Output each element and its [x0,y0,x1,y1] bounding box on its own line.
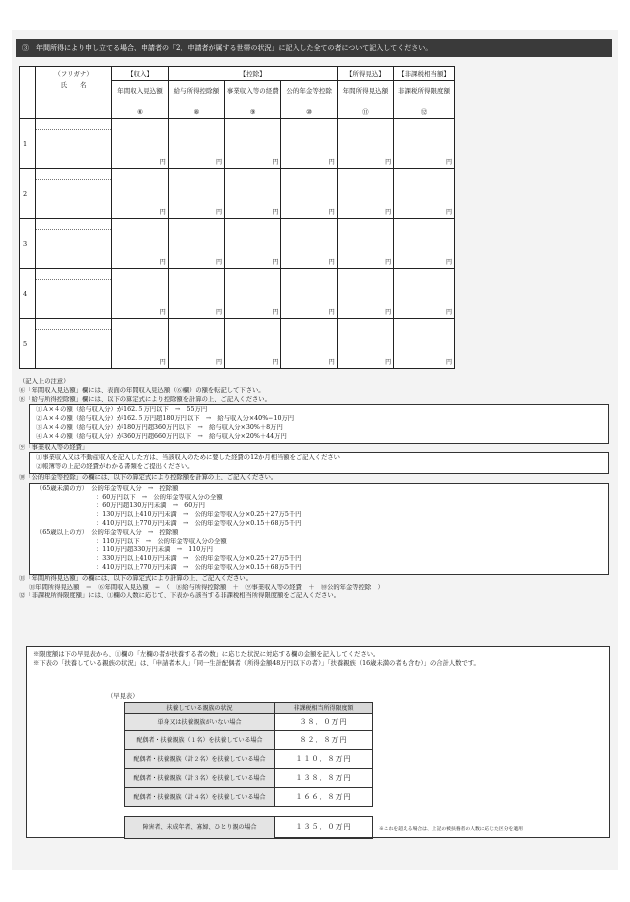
deduction-group-header: 【控除】 [168,67,337,81]
col-header-nontax-limit: 非課税所得限度額 ⑫ [394,81,455,119]
row-number: 2 [20,169,36,219]
amount-cell[interactable]: 円 [394,169,455,219]
amount-cell[interactable]: 円 [168,219,224,269]
pension-rule: ：60万円超130万円未満 → 60万円 [96,502,205,510]
amount-cell[interactable]: 円 [112,319,168,369]
expected-group-header: 【所得見込】 [337,67,393,81]
status-label: 配偶者・扶養親族（計２名）を扶養している場合 [125,750,275,769]
name-field[interactable] [35,269,112,319]
table-row [20,119,455,169]
header-limit: 非課税相当所得限度額 [275,703,373,714]
note-11-formula: ⑪年間所得見込額 ＝ ⑥年間収入見込額 − （ ⑧給与所得控除額 ＋ ⑨事業収入等の経費 ＋ ⑩公的年金等控除 ） [29,583,384,591]
furigana-field[interactable] [36,269,112,280]
amount-cell[interactable]: 円 [337,119,393,169]
income-group-header: 【収入】 [112,67,168,81]
col-header-expected-income: 年間所得見込額 ⑪ [337,81,393,119]
limit-amount: ８２．８万円 [275,731,373,750]
note-8-item: ②Ａ×４の額（給与収入分）が162.５万円超180万円以下 → 給与収入分×40%−10万円 [36,415,295,423]
col-header-annual-income: 年間収入見込額 ⑥ [112,81,168,119]
furigana-field[interactable] [36,319,112,330]
pension-over65-heading: （65歳以上の方） 公的年金等収入分 → 控除額 [36,528,179,536]
name-field[interactable] [35,219,112,269]
header-status: 扶養している親族の状況 [125,703,275,714]
note-11: ⑪「年間所得見込額」の欄には、以下の算定式により計算の上、ご記入ください。 [19,574,252,582]
special-table [124,816,373,839]
table-row [125,769,373,788]
amount-cell[interactable]: 円 [225,319,281,369]
amount-cell[interactable]: 円 [281,219,337,269]
table-row [125,731,373,750]
table-row [20,269,455,319]
row-number: 4 [20,269,36,319]
status-label: 単身又は扶養親族がいない場合 [125,714,275,731]
special-remark: ※これを超える場合は、上記の被扶養者の人数に応じた区分を適用 [379,827,523,832]
note-9-item: ①事業収入又は不動産収入を記入した方は、当該収入のために要した経費の12か月相当額をご記入ください [36,454,340,462]
name-header [35,67,112,119]
pension-rule: ：60万円以下 → 公的年金等収入分の全額 [96,493,223,501]
pension-rule: ：110万円超330万円未満 → 110万円 [96,546,213,554]
pension-rule: ：130万円以上410万円未満 → 公的年金等収入分×0.25＋27万5千円 [96,511,302,519]
table-row [20,169,455,219]
row-number: 5 [20,319,36,369]
amount-cell[interactable]: 円 [112,169,168,219]
col-header-business-expenses: 事業収入等の経費 ⑨ [225,81,281,119]
row-number: 3 [20,219,36,269]
status-label: 配偶者・扶養親族（１名）を扶養している場合 [125,731,275,750]
note-8-item: ③Ａ×４の額（給与収入分）が180万円超360万円以下 → 給与収入分×30%＋8万円 [36,423,283,431]
table-row [20,219,455,269]
note-8-item: ④Ａ×４の額（給与収入分）が360万円超660万円以下 → 給与収入分×20%＋44万円 [36,432,287,440]
col-header-pension-deduction: 公的年金等控除 ⑩ [281,81,337,119]
special-label: 障害者、未成年者、寡婦、ひとり親の場合 [125,817,275,839]
name-field[interactable] [35,119,112,169]
amount-cell[interactable]: 円 [168,119,224,169]
amount-cell[interactable]: 円 [337,319,393,369]
furigana-field[interactable] [36,219,112,230]
note-9-item: ②帳簿等の上記の経費がわかる書類をご提出ください。 [36,463,194,471]
limit-amount: １１０．８万円 [275,750,373,769]
section-banner: ③ 年間所得により申し立てる場合、申請者の「2．申請者が属する世帯の状況」に記入した全ての者について記入してください。 [16,39,612,57]
amount-cell[interactable]: 円 [168,169,224,219]
amount-cell[interactable]: 円 [112,219,168,269]
row-number: 1 [20,119,36,169]
pension-rule: ：410万円以上770万円未満 → 公的年金等収入分×0.15＋68万5千円 [96,563,302,571]
amount-cell[interactable]: 円 [337,219,393,269]
furigana-field[interactable] [36,169,112,180]
limit-amount: １３８．８万円 [275,769,373,788]
note-10-box [29,483,609,575]
notes-section [19,378,613,601]
table-row [125,714,373,731]
table-row [20,319,455,369]
special-amount: １３５．０万円 [275,817,373,839]
notes-heading: （記入上の注意） [19,378,70,385]
col-header-salary-deduction: 給与所得控除額 ⑧ [168,81,224,119]
pension-under65-heading: （65歳未満の方） 公的年金等収入分 → 控除額 [36,484,179,492]
amount-cell[interactable]: 円 [225,169,281,219]
amount-cell[interactable]: 円 [225,269,281,319]
note-9: ⑨「事業収入等の経費」 [19,443,89,451]
quick-reference-box [26,646,610,838]
amount-cell[interactable]: 円 [394,319,455,369]
amount-cell[interactable]: 円 [337,269,393,319]
table-row [125,817,373,839]
status-label: 配偶者・扶養親族（計３名）を扶養している場合 [125,769,275,788]
amount-cell[interactable]: 円 [225,119,281,169]
note-6: ⑥「年間収入見込額」欄には、表面の年間収入見込額（⑥欄）の額を転記して下さい。 [19,386,265,394]
row-number-header [20,67,36,119]
amount-cell[interactable]: 円 [281,169,337,219]
pension-rule: ：410万円以上770万円未満 → 公的年金等収入分×0.15＋68万5千円 [96,519,302,527]
quick-table [124,702,373,807]
amount-cell[interactable]: 円 [394,269,455,319]
amount-cell[interactable]: 円 [281,269,337,319]
note-8: ⑧「給与所得控除額」欄には、以下の算定式により控除額を計算の上、ご記入ください。 [19,395,271,403]
note-12: ⑫「非課税所得限度額」には、①欄の人数に応じて、下表から該当する非課税相当所得限度額をご記入ください。 [19,592,341,600]
furigana-label: （フリガナ） [54,70,93,78]
amount-cell[interactable]: 円 [225,219,281,269]
note-8-box [29,404,609,443]
name-field[interactable] [35,319,112,369]
note-10: ⑩「公的年金等控除」の欄には、以下の算定式により控除額を計算の上、ご記入ください。 [19,473,278,481]
amount-cell[interactable]: 円 [394,119,455,169]
table-row [125,788,373,807]
amount-cell[interactable]: 円 [394,219,455,269]
quick-note-2: ※下表の「扶養している親族の状況」は、「申請者本人」「同一生計配偶者（所得金額48万円以下の者）」「扶養親族（16歳未満の者も含む）」の合計人数です。 [33,660,480,667]
name-label: 氏 名 [60,81,87,89]
quick-table-title: （早見表） [107,693,139,700]
limit-amount: １６６．８万円 [275,788,373,807]
amount-cell[interactable]: 円 [112,269,168,319]
amount-cell[interactable]: 円 [337,169,393,219]
status-label: 配偶者・扶養親族（計４名）を扶養している場合 [125,788,275,807]
amount-cell[interactable]: 円 [281,119,337,169]
amount-cell[interactable]: 円 [168,319,224,369]
pension-rule: ：110万円以下 → 公的年金等収入分の全額 [96,537,227,545]
amount-cell[interactable]: 円 [112,119,168,169]
income-table [19,66,455,369]
amount-cell[interactable]: 円 [168,269,224,319]
limit-amount: ３８．０万円 [275,714,373,731]
name-field[interactable] [35,169,112,219]
table-row [125,750,373,769]
limit-group-header: 【非課税相当額】 [394,67,455,81]
note-8-item: ①Ａ×４の額（給与収入分）が162.５万円以下 → 55万円 [36,406,208,414]
amount-cell[interactable]: 円 [281,319,337,369]
note-9-box [29,452,609,474]
pension-rule: ：330万円以上410万円未満 → 公的年金等収入分×0.25＋27万5千円 [96,555,302,563]
quick-note-1: ※限度額は下の早見表から、①欄の「左欄の者が扶養する者の数」に応じた状況に対応する欄の金額を記入してください。 [33,651,380,658]
furigana-field[interactable] [36,119,112,130]
